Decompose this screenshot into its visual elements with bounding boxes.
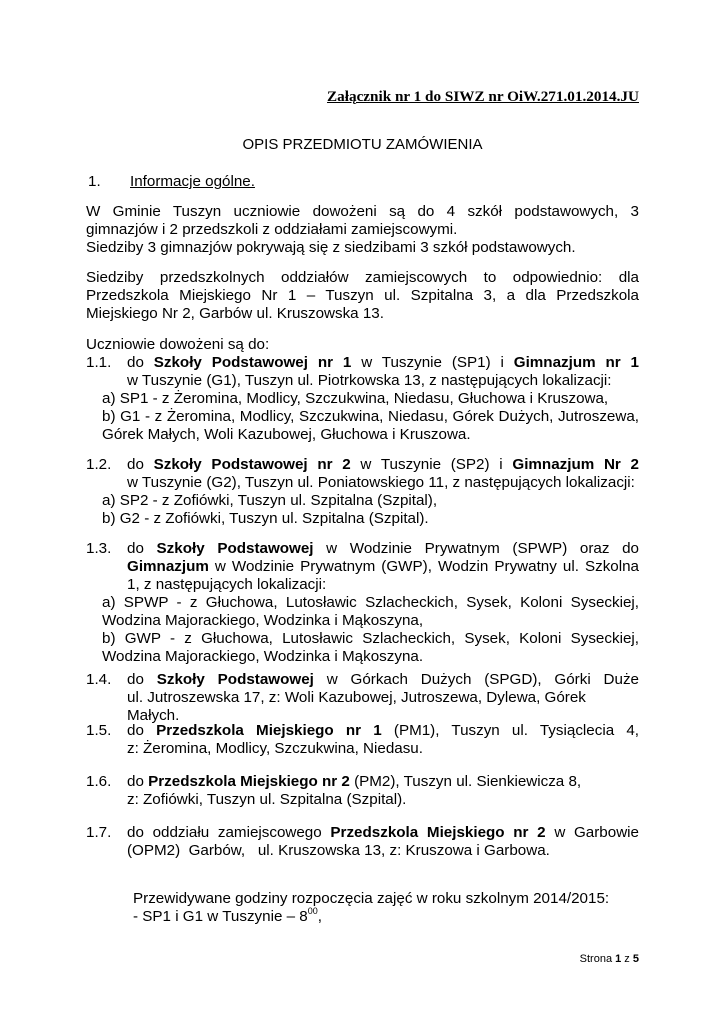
list-item-1-1 <box>86 354 639 444</box>
school-hours <box>133 890 609 926</box>
list-item-1-5 <box>86 722 639 758</box>
item-line: do Szkoły Podstawowej w Górkach Dużych (SPGD), Górki Duże <box>127 671 639 688</box>
section-number: 1. <box>88 173 101 190</box>
list-item-1-3 <box>86 540 639 666</box>
item-line: ul. Jutroszewska 17, z: Woli Kazubowej, Jutroszewa, Dylewa, Górek Małych. <box>127 689 586 724</box>
intro-line: Siedziby 3 gimnazjów pokrywają się z siedzibami 3 szkół podstawowych. <box>86 239 576 256</box>
item-line: do Przedszkola Miejskiego nr 2 (PM2), Tuszyn ul. Sienkiewicza 8, <box>127 773 582 790</box>
item-number: 1.5. <box>86 722 112 739</box>
sub-item-b: b) G1 - z Żeromina, Modlicy, Szczukwina, Niedasu, Górek Dużych, Jutroszewa, Górek Małych, Woli Kazubowej, Głuchowa i Kruszowa. <box>102 408 639 443</box>
item-line: z: Zofiówki, Tuszyn ul. Szpitalna (Szpital). <box>127 791 407 808</box>
intro-line: gimnazjów i 2 przedszkoli z oddziałami zamiejscowymi. <box>86 221 458 238</box>
transport-intro: Uczniowie dowożeni są do: <box>86 336 270 353</box>
hours-line: Przewidywane godziny rozpoczęcia zajęć w roku szkolnym 2014/2015: <box>133 890 610 907</box>
sub-item-a: a) SP1 - z Żeromina, Modlicy, Szczukwina, Niedasu, Głuchowa i Kruszowa, <box>102 390 609 407</box>
item-line: z: Żeromina, Modlicy, Szczukwina, Niedasu. <box>127 740 423 757</box>
list-item-1-7 <box>86 824 639 860</box>
item-number: 1.7. <box>86 824 112 841</box>
sub-item-b: b) G2 - z Zofiówki, Tuszyn ul. Szpitalna (Szpital). <box>102 510 429 527</box>
sub-item-a: a) SPWP - z Głuchowa, Lutosławic Szlacheckich, Sysek, Koloni Syseckiej, Wodzina Majorackiego, Wodzinka i Mąkoszyna, <box>102 594 639 629</box>
item-line: do Szkoły Podstawowej nr 1 w Tuszynie (SP1) i Gimnazjum nr 1 <box>127 354 639 371</box>
section-label: Informacje ogólne. <box>130 173 255 190</box>
item-line: (OPM2) Garbów, ul. Kruszowska 13, z: Kruszowa i Garbowa. <box>127 842 550 859</box>
document-title: OPIS PRZEDMIOTU ZAMÓWIENIA <box>242 136 483 153</box>
page-footer: Strona 1 z 5 <box>579 953 639 965</box>
preschools-paragraph: Siedziby przedszkolnych oddziałów zamiejscowych to odpowiednio: dla Przedszkola Miejskiego Nr 1 – Tuszyn ul. Szpitalna 3, a dla Przedszkola Miejskiego Nr 2, Garbów ul. Kruszowska 13. <box>86 269 639 322</box>
section-heading <box>88 173 255 190</box>
list-item-1-4 <box>86 671 639 725</box>
intro-line: W Gminie Tuszyn uczniowie dowożeni są do 4 szkół podstawowych, 3 <box>86 203 639 220</box>
item-number: 1.2. <box>86 456 112 473</box>
item-line: do oddziału zamiejscowego Przedszkola Miejskiego nr 2 w Garbowie <box>127 824 639 841</box>
attachment-reference: Załącznik nr 1 do SIWZ nr OiW.271.01.2014.JU <box>327 88 639 105</box>
item-line: do Szkoły Podstawowej nr 2 w Tuszynie (SP2) i Gimnazjum Nr 2 <box>127 456 639 473</box>
item-number: 1.4. <box>86 671 112 688</box>
item-number: 1.3. <box>86 540 112 557</box>
list-item-1-2 <box>86 456 639 528</box>
item-line: do Przedszkola Miejskiego nr 1 (PM1), Tuszyn ul. Tysiąclecia 4, <box>127 722 639 739</box>
sub-item-a: a) SP2 - z Zofiówki, Tuszyn ul. Szpitalna (Szpital), <box>102 492 438 509</box>
item-number: 1.1. <box>86 354 112 371</box>
intro-paragraph <box>86 203 639 257</box>
sub-item-b: b) GWP - z Głuchowa, Lutosławic Szlacheckich, Sysek, Koloni Syseckiej, Wodzina Majorackiego, Wodzinka i Mąkoszyna. <box>102 630 639 665</box>
item-number: 1.6. <box>86 773 112 790</box>
item-line: do Szkoły Podstawowej w Wodzinie Prywatnym (SPWP) oraz do Gimnazjum w Wodzinie Prywatnym (GWP), Wodzin Prywatny ul. Szkolna 1, z następujących lokalizacji: <box>127 540 639 593</box>
item-line: w Tuszynie (G2), Tuszyn ul. Poniatowskiego 11, z następujących lokalizacji: <box>127 474 635 491</box>
item-line: w Tuszynie (G1), Tuszyn ul. Piotrkowska 13, z następujących lokalizacji: <box>127 372 612 389</box>
list-item-1-6 <box>86 773 639 809</box>
hours-line: - SP1 i G1 w Tuszynie – $8^{00}$, <box>133 906 322 925</box>
